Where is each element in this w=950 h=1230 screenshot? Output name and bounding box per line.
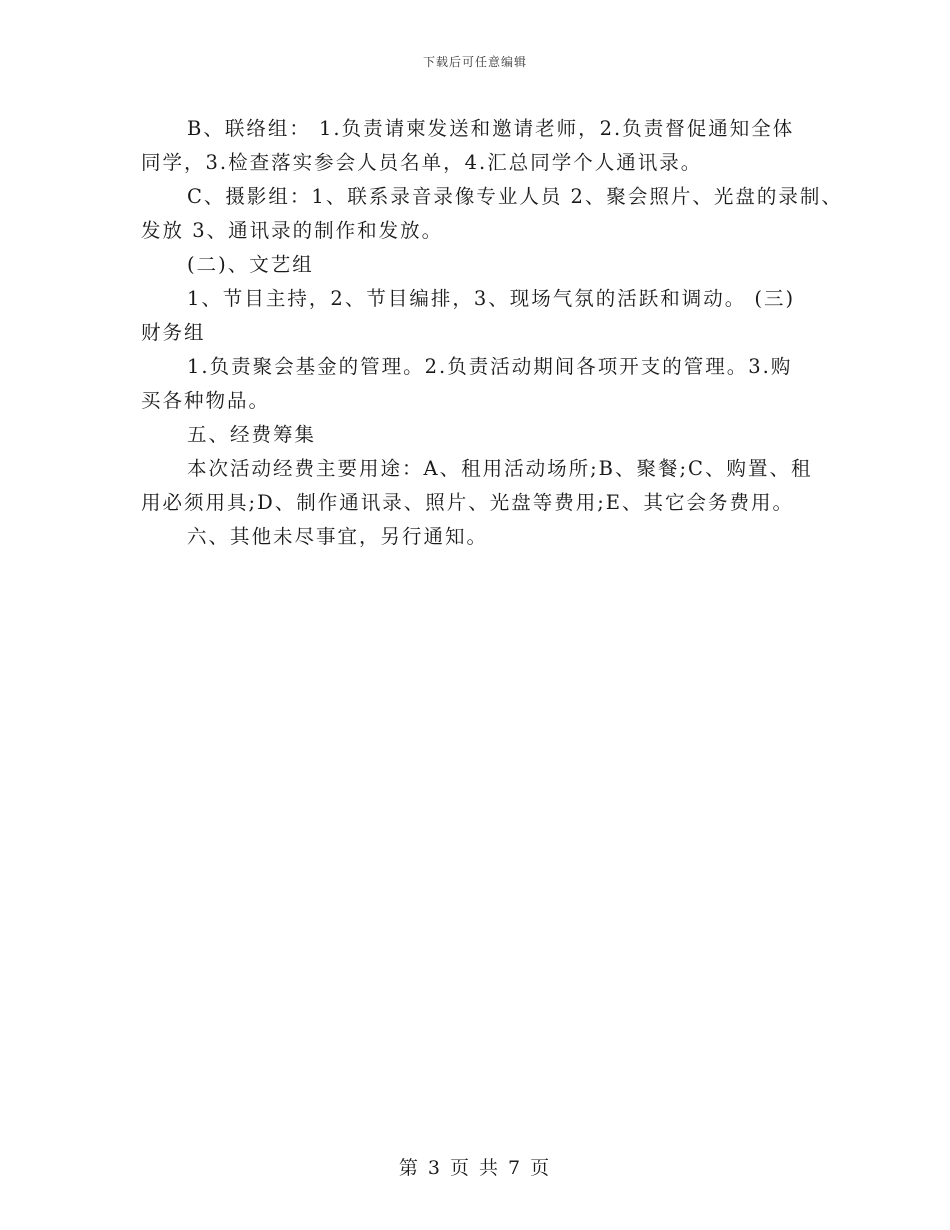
paragraph-funding-uses [141, 452, 831, 520]
text-line: 六、其他未尽事宜，另行通知。 [187, 525, 489, 548]
text-line: 买各种物品。 [141, 389, 271, 412]
heading-arts-group [141, 248, 831, 282]
header-note: 下载后可任意编辑 [422, 55, 527, 69]
document-body [141, 112, 843, 554]
text-line: 同学，3.检查落实参会人员名单，4.汇总同学个人通讯录。 [141, 151, 703, 174]
text-line: 1.负责聚会基金的管理。2.负责活动期间各项开支的管理。3.购 [187, 355, 793, 378]
text-line: 财务组 [141, 321, 206, 344]
text-line: 用必须用具;D、制作通讯录、照片、光盘等费用;E、其它会务费用。 [141, 491, 795, 514]
heading-funding [141, 418, 831, 452]
text-line: B、联络组： 1.负责请柬发送和邀请老师，2.负责督促通知全体 [187, 117, 795, 140]
page-number: 第 3 页 共 7 页 [398, 1157, 552, 1179]
paragraph-other-matters [141, 520, 831, 554]
text-line: 本次活动经费主要用途：A、租用活动场所;B、聚餐;C、购置、租 [187, 457, 813, 480]
paragraph-liaison-group [141, 112, 831, 180]
paragraph-photography-group [141, 180, 843, 248]
text-line: C、摄影组：1、联系录音录像专业人员 2、聚会照片、光盘的录制、 [187, 185, 843, 208]
paragraph-finance-duties [141, 350, 831, 418]
paragraph-arts-duties [141, 282, 831, 350]
text-line: 五、经费筹集 [187, 423, 317, 446]
text-line: 1、节目主持，2、节目编排，3、现场气氛的活跃和调动。 (三) [187, 287, 796, 310]
text-line: 发放 3、通讯录的制作和发放。 [141, 219, 444, 242]
text-line: (二)、文艺组 [187, 253, 314, 276]
